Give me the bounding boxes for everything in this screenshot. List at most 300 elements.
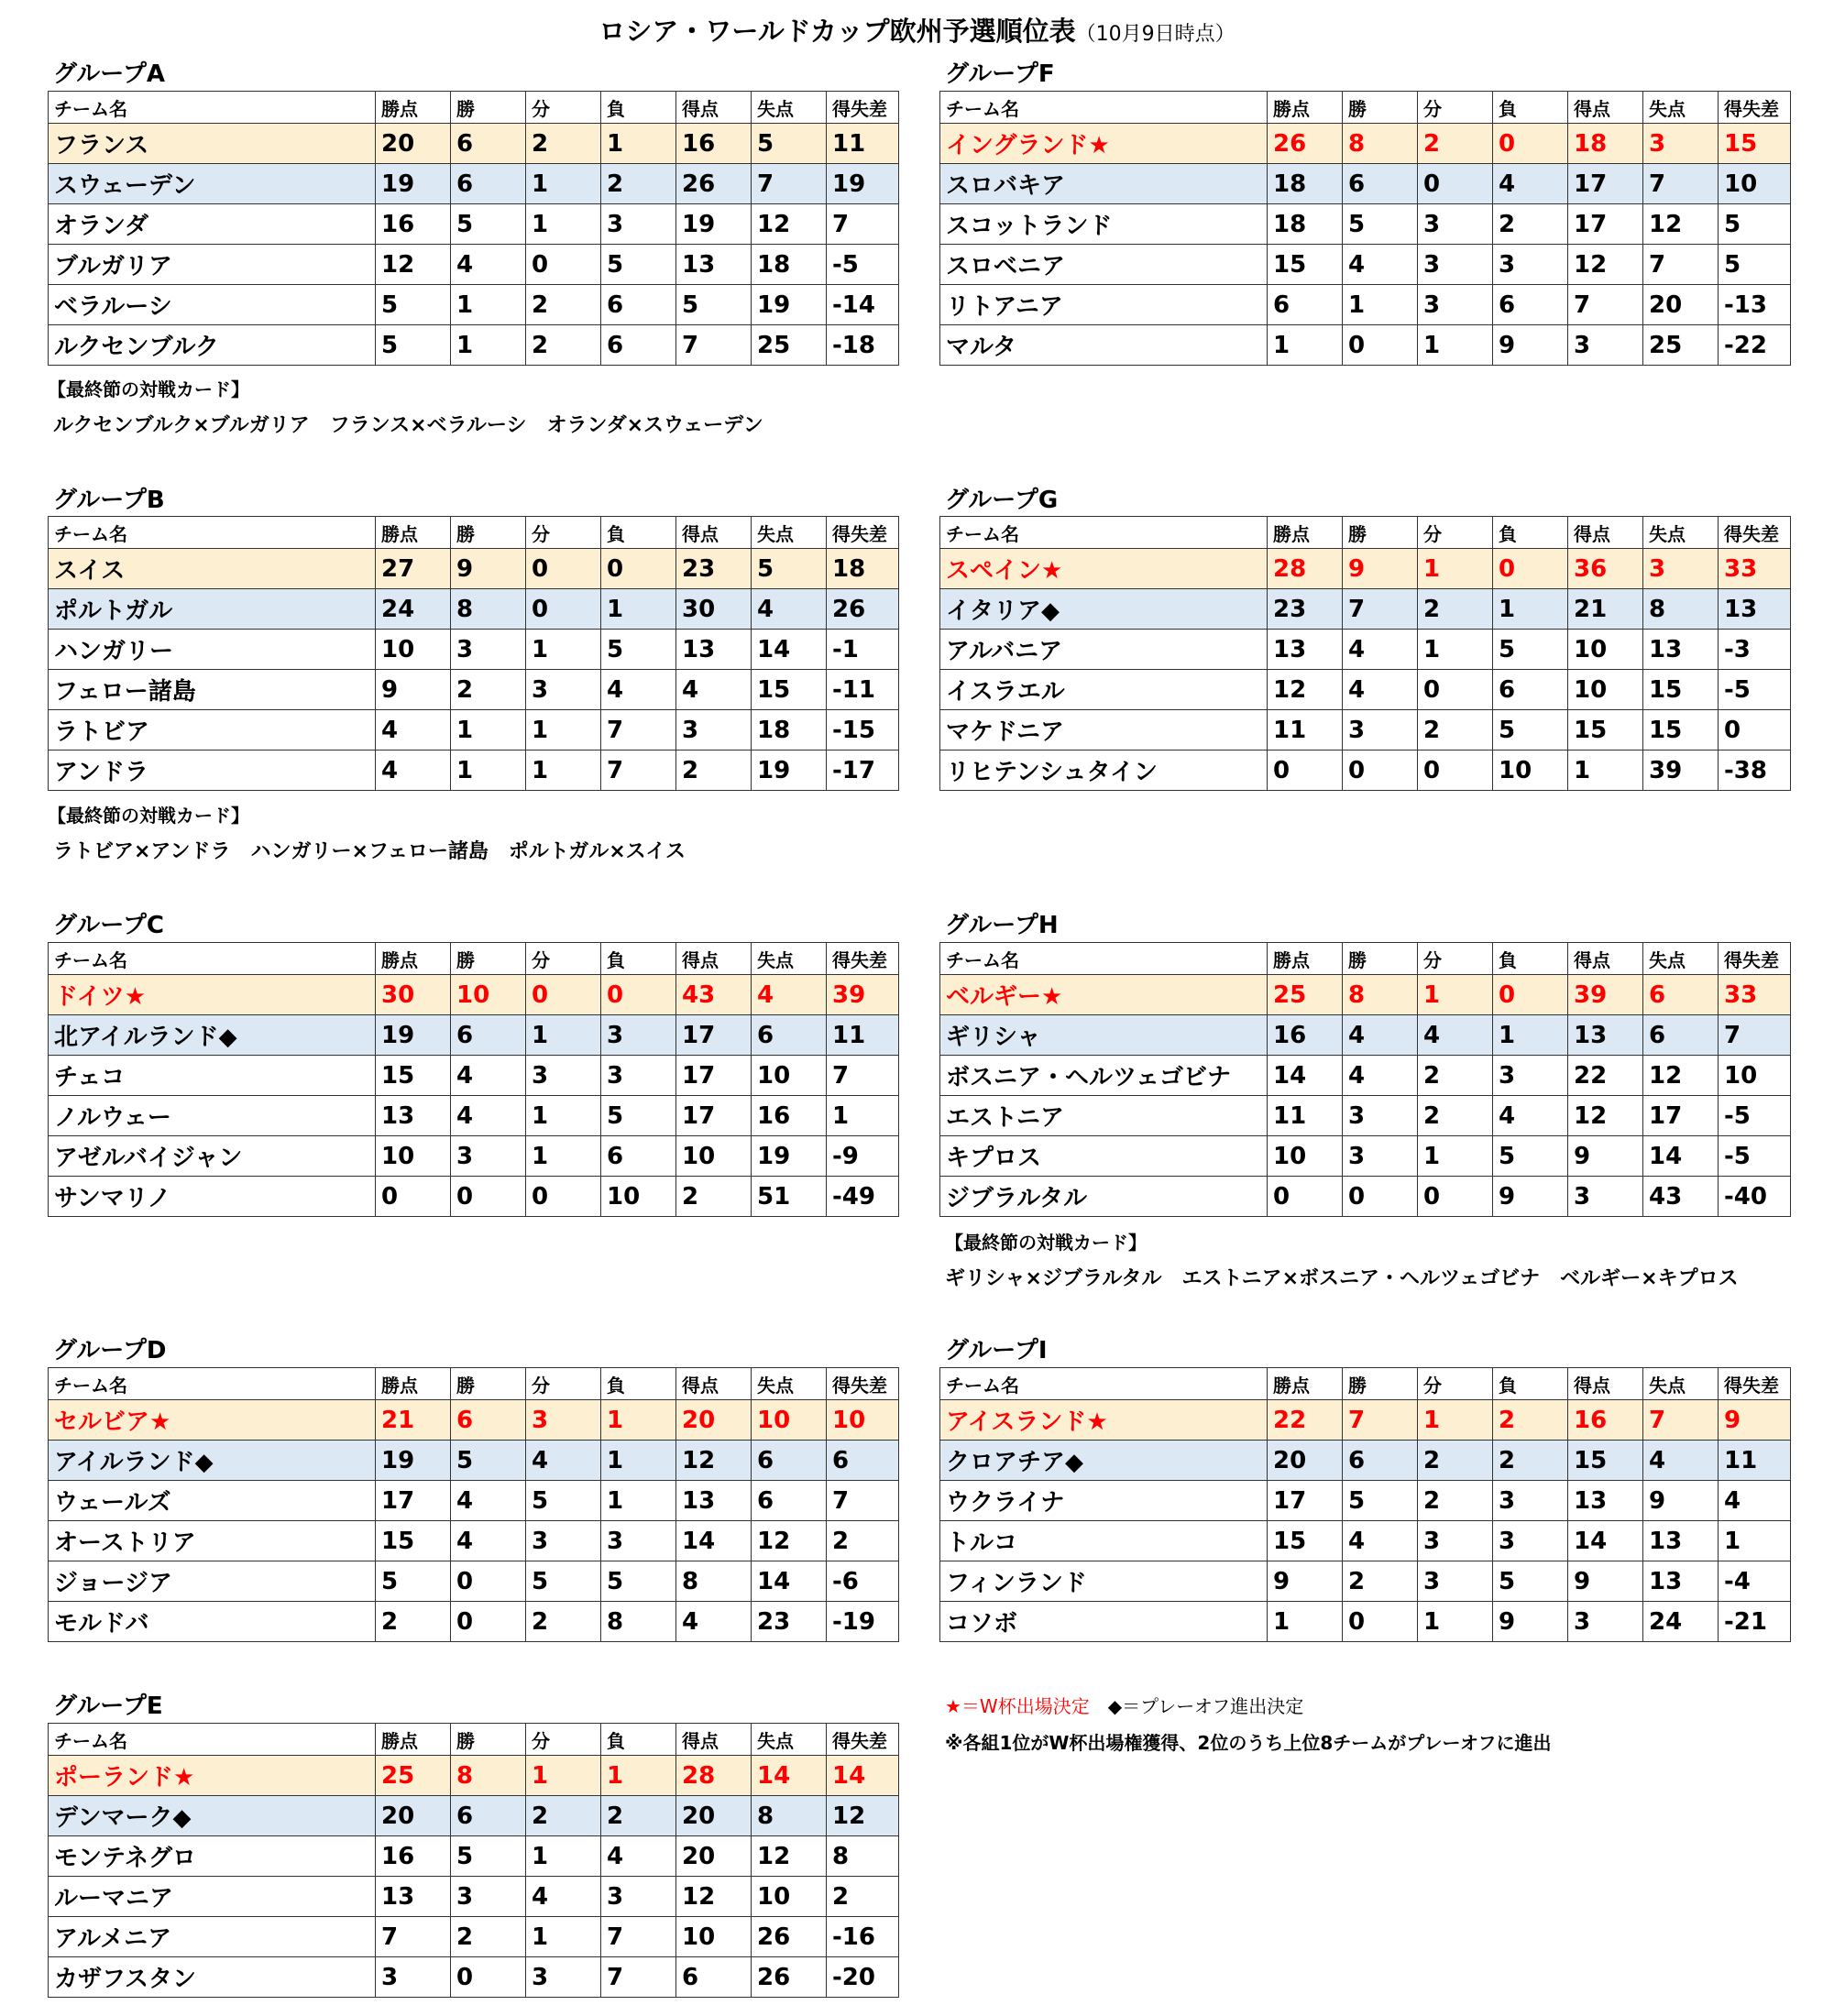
stat-cell: 1: [1493, 589, 1568, 630]
stat-cell: 0: [376, 1177, 451, 1217]
stat-cell: 3: [526, 1957, 601, 1998]
stat-cell: 10: [676, 1136, 752, 1177]
stat-cell: 9: [451, 549, 526, 589]
stat-cell: 3: [1493, 1521, 1568, 1561]
group-name: グループI: [945, 1337, 1048, 1364]
stat-cell: 10: [676, 1917, 752, 1957]
stat-cell: 4: [601, 1836, 676, 1877]
stat-cell: 4: [1343, 245, 1418, 285]
table-row: [49, 124, 899, 164]
table-row: [49, 1400, 899, 1441]
stat-cell: 8: [676, 1561, 752, 1602]
stat-cell: 20: [676, 1836, 752, 1877]
column-header: チーム名: [940, 92, 1268, 124]
stat-cell: 13: [1568, 1015, 1643, 1056]
column-header: 得点: [1568, 943, 1643, 975]
stat-cell: 8: [752, 1796, 827, 1836]
stat-cell: 3: [451, 630, 526, 670]
column-header: 勝: [1343, 943, 1418, 975]
stat-cell: 7: [827, 1056, 899, 1096]
stat-cell: 17: [376, 1481, 451, 1521]
stat-cell: 0: [451, 1561, 526, 1602]
stat-cell: 4: [752, 975, 827, 1015]
stat-cell: 8: [451, 589, 526, 630]
stat-cell: 6: [1493, 285, 1568, 325]
table-row: [940, 204, 1791, 245]
table-row: [940, 975, 1791, 1015]
column-header: 得失差: [827, 517, 899, 549]
table-row: [940, 1481, 1791, 1521]
standings-table: [48, 91, 899, 366]
column-header: チーム名: [49, 92, 376, 124]
table-row: [49, 1177, 899, 1217]
column-header: 得点: [1568, 517, 1643, 549]
stat-cell: 0: [451, 1602, 526, 1642]
column-header: 分: [526, 943, 601, 975]
stat-cell: 26: [752, 1957, 827, 1998]
team-name-cell: エストニア: [940, 1096, 1268, 1136]
stat-cell: 15: [376, 1521, 451, 1561]
team-name-cell: スロバキア: [940, 164, 1268, 204]
table-row: [49, 1836, 899, 1877]
stat-cell: 6: [1643, 1015, 1719, 1056]
stat-cell: 1: [827, 1096, 899, 1136]
column-header: 負: [1493, 1368, 1568, 1400]
stat-cell: 10: [451, 975, 526, 1015]
column-header: 得点: [676, 943, 752, 975]
column-header: 負: [601, 1724, 676, 1756]
stat-cell: 43: [1643, 1177, 1719, 1217]
stat-cell: 6: [451, 1015, 526, 1056]
team-name-cell: スロベニア: [940, 245, 1268, 285]
column-header: 失点: [752, 943, 827, 975]
stat-cell: -5: [1719, 1136, 1791, 1177]
stat-cell: 2: [601, 1796, 676, 1836]
stat-cell: 3: [1568, 325, 1643, 366]
table-row: [49, 1796, 899, 1836]
column-header: 得点: [1568, 1368, 1643, 1400]
stat-cell: 25: [1268, 975, 1343, 1015]
stat-cell: 5: [451, 204, 526, 245]
stat-cell: 5: [451, 1441, 526, 1481]
stat-cell: 26: [1268, 124, 1343, 164]
stat-cell: 26: [676, 164, 752, 204]
group-name: グループG: [945, 487, 1059, 514]
stat-cell: 10: [827, 1400, 899, 1441]
table-row: [49, 204, 899, 245]
stat-cell: -38: [1719, 751, 1791, 791]
team-name-cell: マルタ: [940, 325, 1268, 366]
table-row: [49, 325, 899, 366]
group-name: グループB: [53, 487, 165, 514]
stat-cell: 39: [1568, 975, 1643, 1015]
column-header: チーム名: [940, 517, 1268, 549]
stat-cell: 13: [376, 1096, 451, 1136]
stat-cell: 8: [1643, 589, 1719, 630]
stat-cell: 4: [676, 1602, 752, 1642]
table-row: [49, 549, 899, 589]
team-name-cell: アルメニア: [49, 1917, 376, 1957]
stat-cell: 2: [526, 285, 601, 325]
stat-cell: 20: [676, 1796, 752, 1836]
column-header: 得点: [676, 1724, 752, 1756]
column-header: 分: [1418, 517, 1493, 549]
stat-cell: 1: [1418, 549, 1493, 589]
column-header: 失点: [1643, 1368, 1719, 1400]
column-header: 勝点: [376, 1368, 451, 1400]
table-header-row: [49, 943, 899, 975]
table-row: [49, 1481, 899, 1521]
column-header: 失点: [1643, 92, 1719, 124]
stat-cell: 1: [601, 1400, 676, 1441]
stat-cell: 6: [827, 1441, 899, 1481]
team-name-cell: モルドバ: [49, 1602, 376, 1642]
stat-cell: 15: [752, 670, 827, 710]
table-row: [940, 589, 1791, 630]
stat-cell: 10: [601, 1177, 676, 1217]
column-header: 得失差: [827, 1724, 899, 1756]
page-title: ロシア・ワールドカップ欧州予選順位表（10月9日時点）: [599, 16, 1235, 47]
stat-cell: 2: [451, 670, 526, 710]
stat-cell: 1: [1493, 1015, 1568, 1056]
stat-cell: 13: [1643, 1521, 1719, 1561]
table-row: [49, 1756, 899, 1796]
stat-cell: 43: [676, 975, 752, 1015]
stat-cell: 1: [601, 1756, 676, 1796]
stat-cell: -49: [827, 1177, 899, 1217]
column-header: 得点: [676, 92, 752, 124]
table-row: [49, 245, 899, 285]
stat-cell: 4: [1719, 1481, 1791, 1521]
stat-cell: 22: [1568, 1056, 1643, 1096]
stat-cell: 4: [451, 1521, 526, 1561]
stat-cell: 1: [526, 204, 601, 245]
stat-cell: 13: [676, 1481, 752, 1521]
stat-cell: 4: [601, 670, 676, 710]
stat-cell: 5: [601, 630, 676, 670]
stat-cell: 9: [1493, 325, 1568, 366]
stat-cell: 12: [1643, 1056, 1719, 1096]
stat-cell: 0: [526, 549, 601, 589]
stat-cell: 5: [676, 285, 752, 325]
stat-cell: 7: [752, 164, 827, 204]
stat-cell: -16: [827, 1917, 899, 1957]
column-header: 分: [1418, 943, 1493, 975]
stat-cell: 2: [526, 1796, 601, 1836]
stat-cell: 3: [1343, 1136, 1418, 1177]
column-header: 勝点: [1268, 92, 1343, 124]
stat-cell: 7: [827, 1481, 899, 1521]
team-name-cell: フランス: [49, 124, 376, 164]
stat-cell: 9: [1643, 1481, 1719, 1521]
stat-cell: 0: [451, 1957, 526, 1998]
stat-cell: 24: [376, 589, 451, 630]
column-header: 得失差: [1719, 517, 1791, 549]
team-name-cell: フェロー諸島: [49, 670, 376, 710]
table-row: [49, 1015, 899, 1056]
stat-cell: 5: [601, 245, 676, 285]
table-row: [49, 589, 899, 630]
stat-cell: 5: [601, 1096, 676, 1136]
stat-cell: 9: [1493, 1602, 1568, 1642]
stat-cell: 18: [827, 549, 899, 589]
stat-cell: 10: [376, 1136, 451, 1177]
stat-cell: 15: [1643, 710, 1719, 751]
legend-note: ※各組1位がW杯出場権獲得、2位のうち上位8チームがプレーオフに進出: [945, 1732, 1552, 1754]
stat-cell: 13: [1719, 589, 1791, 630]
stat-cell: 13: [1268, 630, 1343, 670]
stat-cell: 11: [1719, 1441, 1791, 1481]
stat-cell: 1: [1418, 1400, 1493, 1441]
stat-cell: 10: [1719, 164, 1791, 204]
final-round-matches: ルクセンブルク×ブルガリア フランス×ベラルーシ オランダ×スウェーデン: [53, 414, 763, 437]
stat-cell: 5: [1493, 710, 1568, 751]
stat-cell: 10: [752, 1400, 827, 1441]
team-name-cell: ポーランド★: [49, 1756, 376, 1796]
team-name-cell: ジブラルタル: [940, 1177, 1268, 1217]
team-name-cell: モンテネグロ: [49, 1836, 376, 1877]
team-name-cell: アンドラ: [49, 751, 376, 791]
column-header: 勝: [451, 1724, 526, 1756]
stat-cell: 3: [1493, 245, 1568, 285]
stat-cell: -22: [1719, 325, 1791, 366]
stat-cell: 11: [1268, 710, 1343, 751]
final-round-heading: 【最終節の対戦カード】: [945, 1232, 1147, 1254]
table-row: [49, 285, 899, 325]
stat-cell: 5: [1493, 630, 1568, 670]
column-header: チーム名: [940, 1368, 1268, 1400]
stat-cell: 2: [827, 1521, 899, 1561]
column-header: 分: [526, 1368, 601, 1400]
stat-cell: 16: [1268, 1015, 1343, 1056]
stat-cell: -6: [827, 1561, 899, 1602]
stat-cell: 3: [451, 1136, 526, 1177]
stat-cell: 10: [1493, 751, 1568, 791]
table-row: [940, 1056, 1791, 1096]
table-row: [49, 1136, 899, 1177]
standings-table: [939, 942, 1791, 1217]
standings-table: [939, 1367, 1791, 1642]
stat-cell: 4: [1493, 164, 1568, 204]
stat-cell: 14: [1268, 1056, 1343, 1096]
team-name-cell: アイルランド◆: [49, 1441, 376, 1481]
stat-cell: 26: [827, 589, 899, 630]
stat-cell: 12: [1643, 204, 1719, 245]
column-header: 失点: [752, 1368, 827, 1400]
stat-cell: 3: [1643, 124, 1719, 164]
team-name-cell: オランダ: [49, 204, 376, 245]
team-name-cell: ハンガリー: [49, 630, 376, 670]
stat-cell: 3: [526, 670, 601, 710]
stat-cell: 17: [1643, 1096, 1719, 1136]
stat-cell: 5: [752, 124, 827, 164]
stat-cell: 4: [451, 1096, 526, 1136]
stat-cell: 3: [526, 1400, 601, 1441]
table-row: [940, 1096, 1791, 1136]
team-name-cell: スコットランド: [940, 204, 1268, 245]
stat-cell: 7: [1719, 1015, 1791, 1056]
table-row: [940, 245, 1791, 285]
stat-cell: 3: [1418, 285, 1493, 325]
stat-cell: 5: [1493, 1561, 1568, 1602]
stat-cell: 7: [1643, 1400, 1719, 1441]
group-name: グループE: [53, 1693, 163, 1720]
team-name-cell: コソボ: [940, 1602, 1268, 1642]
stat-cell: 17: [1268, 1481, 1343, 1521]
team-name-cell: ノルウェー: [49, 1096, 376, 1136]
stat-cell: 1: [526, 164, 601, 204]
stat-cell: 1: [601, 1441, 676, 1481]
stat-cell: 18: [752, 710, 827, 751]
column-header: 失点: [752, 92, 827, 124]
stat-cell: 14: [752, 1561, 827, 1602]
stat-cell: 16: [1568, 1400, 1643, 1441]
stat-cell: 3: [601, 1877, 676, 1917]
stat-cell: 5: [376, 1561, 451, 1602]
stat-cell: 1: [601, 124, 676, 164]
table-row: [940, 325, 1791, 366]
table-header-row: [940, 943, 1791, 975]
stat-cell: 2: [1418, 1481, 1493, 1521]
stat-cell: 20: [676, 1400, 752, 1441]
stat-cell: 1: [1418, 1602, 1493, 1642]
stat-cell: 20: [376, 124, 451, 164]
stat-cell: 1: [1418, 630, 1493, 670]
column-header: 得失差: [1719, 1368, 1791, 1400]
stat-cell: 12: [1568, 245, 1643, 285]
stat-cell: 7: [1343, 1400, 1418, 1441]
stat-cell: 2: [451, 1917, 526, 1957]
stat-cell: 3: [526, 1521, 601, 1561]
stat-cell: 10: [1568, 630, 1643, 670]
stat-cell: 13: [376, 1877, 451, 1917]
column-header: 勝点: [376, 1724, 451, 1756]
stat-cell: 16: [376, 204, 451, 245]
team-name-cell: デンマーク◆: [49, 1796, 376, 1836]
stat-cell: 15: [1643, 670, 1719, 710]
stat-cell: 20: [376, 1796, 451, 1836]
team-name-cell: ポルトガル: [49, 589, 376, 630]
standings-table: [939, 91, 1791, 366]
table-header-row: [49, 1368, 899, 1400]
column-header: 得失差: [827, 1368, 899, 1400]
stat-cell: 0: [526, 975, 601, 1015]
stat-cell: 15: [1719, 124, 1791, 164]
group-name: グループD: [53, 1337, 167, 1364]
table-row: [940, 164, 1791, 204]
stat-cell: 2: [1493, 1400, 1568, 1441]
stat-cell: 3: [601, 204, 676, 245]
stat-cell: 6: [451, 1400, 526, 1441]
stat-cell: 7: [1643, 245, 1719, 285]
stat-cell: -5: [827, 245, 899, 285]
stat-cell: 1: [601, 1481, 676, 1521]
stat-cell: 1: [526, 630, 601, 670]
stat-cell: 17: [1568, 204, 1643, 245]
column-header: 負: [601, 517, 676, 549]
stat-cell: 1: [1418, 325, 1493, 366]
stat-cell: 2: [1418, 589, 1493, 630]
column-header: 勝点: [376, 92, 451, 124]
stat-cell: 10: [752, 1877, 827, 1917]
stat-cell: 23: [676, 549, 752, 589]
stat-cell: 25: [376, 1756, 451, 1796]
stat-cell: 0: [526, 589, 601, 630]
column-header: 分: [526, 92, 601, 124]
stat-cell: 3: [1568, 1177, 1643, 1217]
column-header: チーム名: [49, 517, 376, 549]
stat-cell: 20: [1643, 285, 1719, 325]
stat-cell: 12: [676, 1441, 752, 1481]
column-header: 勝点: [1268, 943, 1343, 975]
stat-cell: 8: [451, 1756, 526, 1796]
stat-cell: 4: [526, 1441, 601, 1481]
stat-cell: 7: [601, 710, 676, 751]
stat-cell: 0: [1493, 124, 1568, 164]
stat-cell: 0: [1343, 1177, 1418, 1217]
stat-cell: 0: [1343, 325, 1418, 366]
stat-cell: 1: [451, 325, 526, 366]
stat-cell: 3: [601, 1015, 676, 1056]
stat-cell: 9: [1493, 1177, 1568, 1217]
stat-cell: 6: [451, 124, 526, 164]
stat-cell: 14: [676, 1521, 752, 1561]
stat-cell: 16: [376, 1836, 451, 1877]
team-name-cell: ベルギー★: [940, 975, 1268, 1015]
table-row: [940, 751, 1791, 791]
stat-cell: 6: [601, 1136, 676, 1177]
stat-cell: 2: [526, 124, 601, 164]
table-row: [940, 1602, 1791, 1642]
stat-cell: 1: [526, 1756, 601, 1796]
team-name-cell: ドイツ★: [49, 975, 376, 1015]
stat-cell: 20: [1268, 1441, 1343, 1481]
stat-cell: 6: [752, 1015, 827, 1056]
stat-cell: 2: [526, 325, 601, 366]
stat-cell: 4: [1343, 1015, 1418, 1056]
stat-cell: 3: [1568, 1602, 1643, 1642]
stat-cell: 2: [601, 164, 676, 204]
stat-cell: 1: [1418, 975, 1493, 1015]
stat-cell: 51: [752, 1177, 827, 1217]
stat-cell: 9: [1719, 1400, 1791, 1441]
table-row: [940, 670, 1791, 710]
stat-cell: 24: [1643, 1602, 1719, 1642]
stat-cell: -21: [1719, 1602, 1791, 1642]
stat-cell: 39: [827, 975, 899, 1015]
table-row: [49, 1957, 899, 1998]
group-name: グループH: [945, 912, 1059, 939]
column-header: 得失差: [1719, 92, 1791, 124]
stat-cell: 0: [1418, 751, 1493, 791]
team-name-cell: ラトビア: [49, 710, 376, 751]
stat-cell: 4: [526, 1877, 601, 1917]
stat-cell: 4: [676, 670, 752, 710]
column-header: チーム名: [49, 943, 376, 975]
team-name-cell: スイス: [49, 549, 376, 589]
column-header: 負: [601, 1368, 676, 1400]
column-header: 勝: [451, 943, 526, 975]
stat-cell: 23: [752, 1602, 827, 1642]
stat-cell: 28: [676, 1756, 752, 1796]
stat-cell: 0: [601, 549, 676, 589]
table-row: [49, 164, 899, 204]
stat-cell: 6: [1493, 670, 1568, 710]
stat-cell: 4: [1643, 1441, 1719, 1481]
column-header: 負: [601, 943, 676, 975]
table-row: [49, 975, 899, 1015]
column-header: 分: [526, 517, 601, 549]
